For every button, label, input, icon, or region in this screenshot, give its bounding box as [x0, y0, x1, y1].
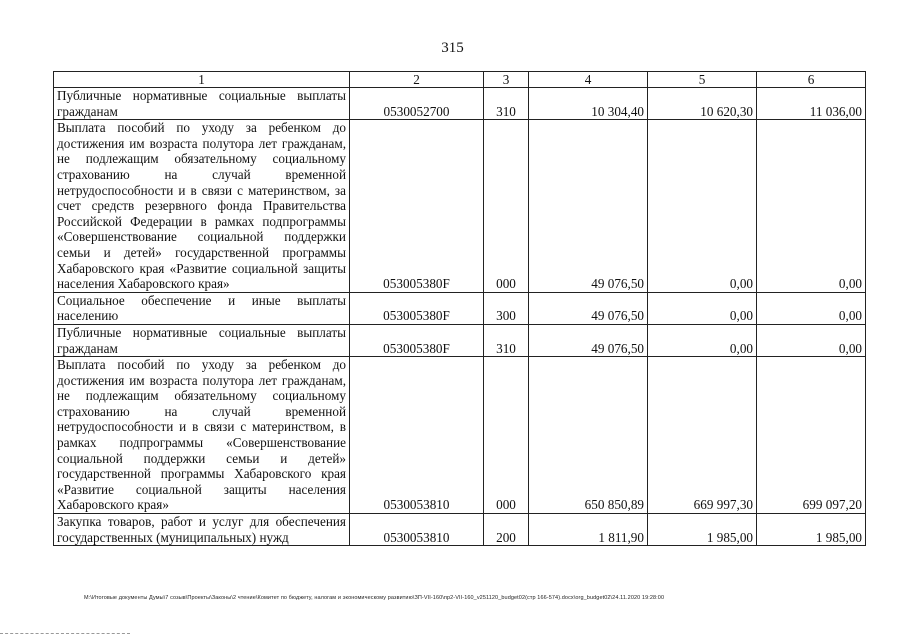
- row-target-code: 053005380F: [350, 324, 484, 356]
- row-amount-1: 650 850,89: [529, 357, 648, 514]
- row-target-code: 0530053810: [350, 514, 484, 546]
- row-amount-1: 49 076,50: [529, 324, 648, 356]
- column-header: 4: [529, 72, 648, 88]
- table-row: [54, 88, 866, 120]
- row-amount-3: 0,00: [757, 324, 866, 356]
- row-expense-type: 300: [484, 292, 529, 324]
- row-amount-2: 0,00: [648, 324, 757, 356]
- row-expense-type: 000: [484, 357, 529, 514]
- row-amount-2: 0,00: [648, 292, 757, 324]
- row-description: Выплата пособий по уходу за ребенком до достижения им возраста полутора лет гражданам, не подлежащим обязательному социальному страхованию на случай временной нетрудоспособности и в связи с материнством, за счет средств резервного фонда Правительства Российской Федерации в рамках подпрограммы «Совершенствование социальной поддержки семьи и детей» государственной программы Хабаровского края «Развитие социальной защиты населения Хабаровского края»: [54, 120, 350, 293]
- row-amount-2: 10 620,30: [648, 88, 757, 120]
- row-expense-type: 200: [484, 514, 529, 546]
- column-header: 6: [757, 72, 866, 88]
- page-number: 315: [441, 40, 464, 56]
- budget-table: [53, 71, 866, 546]
- row-target-code: 053005380F: [350, 120, 484, 293]
- column-header: 3: [484, 72, 529, 88]
- bottom-divider: [0, 633, 130, 634]
- row-expense-type: 310: [484, 324, 529, 356]
- row-amount-1: 1 811,90: [529, 514, 648, 546]
- row-description: Социальное обеспечение и иные выплаты населению: [54, 292, 350, 324]
- row-expense-type: 310: [484, 88, 529, 120]
- row-description: Выплата пособий по уходу за ребенком до достижения им возраста полутора лет гражданам, не подлежащим обязательному социальному страхованию на случай временной нетрудоспособности и в связи с материнством, в рамках подпрограммы «Совершенствование социальной поддержки семьи и детей» государственной программы Хабаровского края «Развитие социальной защиты населения Хабаровского края»: [54, 357, 350, 514]
- row-amount-1: 10 304,40: [529, 88, 648, 120]
- table-row: [54, 292, 866, 324]
- column-header: 1: [54, 72, 350, 88]
- table-row: [54, 120, 866, 293]
- row-amount-3: 1 985,00: [757, 514, 866, 546]
- row-target-code: 053005380F: [350, 292, 484, 324]
- row-description: Публичные нормативные социальные выплаты гражданам: [54, 324, 350, 356]
- table-row: [54, 324, 866, 356]
- row-amount-2: 0,00: [648, 120, 757, 293]
- row-target-code: 0530052700: [350, 88, 484, 120]
- footer-file-path: M:\Итоговые документы Думы\7 созыв\Проекты\Законы\2 чтение\Комитет по бюджету, налогам и экономическому развитию\ЗП-VII-160\пр2-VII-160_v251120_budget02(стр 166-574).docx\org_budget02\24.11.2020 19:28:00: [84, 595, 665, 601]
- row-amount-2: 669 997,30: [648, 357, 757, 514]
- row-amount-1: 49 076,50: [529, 292, 648, 324]
- row-target-code: 0530053810: [350, 357, 484, 514]
- row-amount-3: 0,00: [757, 292, 866, 324]
- row-amount-2: 1 985,00: [648, 514, 757, 546]
- row-description: Публичные нормативные социальные выплаты гражданам: [54, 88, 350, 120]
- table-row: [54, 357, 866, 514]
- table-header-row: [54, 72, 866, 88]
- row-amount-3: 0,00: [757, 120, 866, 293]
- row-amount-3: 11 036,00: [757, 88, 866, 120]
- column-header: 2: [350, 72, 484, 88]
- row-amount-3: 699 097,20: [757, 357, 866, 514]
- row-amount-1: 49 076,50: [529, 120, 648, 293]
- table-row: [54, 514, 866, 546]
- row-description: Закупка товаров, работ и услуг для обеспечения государственных (муниципальных) нужд: [54, 514, 350, 546]
- row-expense-type: 000: [484, 120, 529, 293]
- column-header: 5: [648, 72, 757, 88]
